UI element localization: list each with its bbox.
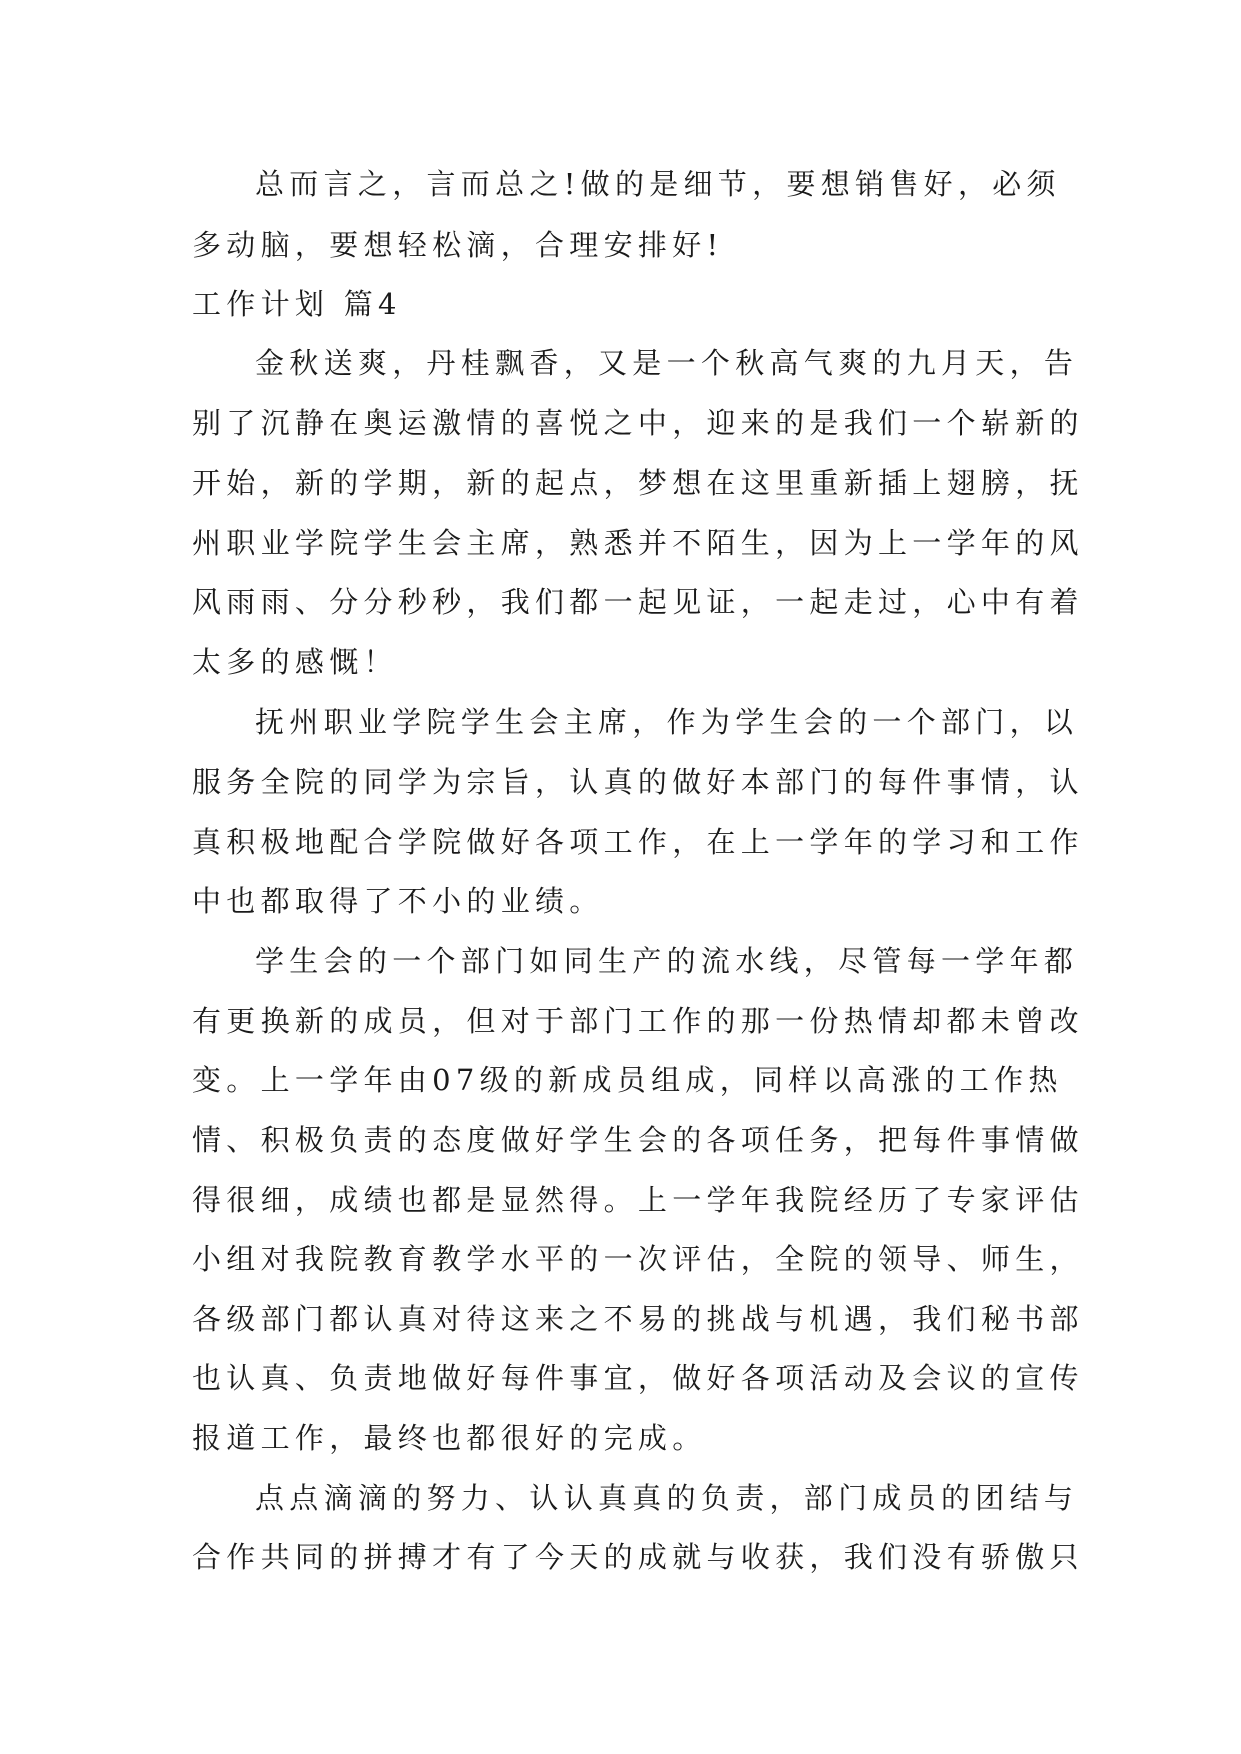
text-line: 中也都取得了不小的业绩。	[192, 884, 604, 918]
text-line: 得很细，成绩也都是显然得。上一学年我院经历了专家评估	[192, 1183, 1084, 1217]
text-line: 抚州职业学院学生会主席，作为学生会的一个部门，以	[255, 705, 1079, 739]
text-line: 点点滴滴的努力、认认真真的负责，部门成员的团结与	[255, 1481, 1079, 1515]
text-line: 服务全院的同学为宗旨，认真的做好本部门的每件事情，认	[192, 765, 1084, 799]
text-line: 各级部门都认真对待这来之不易的挑战与机遇，我们秘书部	[192, 1302, 1084, 1336]
text-line: 州职业学院学生会主席，熟悉并不陌生，因为上一学年的风	[192, 526, 1084, 560]
section-heading: 工作计划 篇4	[192, 287, 402, 321]
text-line: 小组对我院教育教学水平的一次评估，全院的领导、师生，	[192, 1242, 1084, 1276]
text-line: 别了沉静在奥运激情的喜悦之中，迎来的是我们一个崭新的	[192, 406, 1084, 440]
text-line: 情、积极负责的态度做好学生会的各项任务，把每件事情做	[192, 1123, 1084, 1157]
text-line: 风雨雨、分分秒秒，我们都一起见证，一起走过，心中有着	[192, 585, 1084, 619]
text-line: 报道工作，最终也都很好的完成。	[192, 1421, 707, 1455]
text-line: 学生会的一个部门如同生产的流水线，尽管每一学年都	[255, 944, 1079, 978]
text-line: 总而言之，言而总之!做的是细节，要想销售好，必须	[255, 167, 1061, 201]
text-line: 变。上一学年由07级的新成员组成，同样以高涨的工作热	[192, 1063, 1063, 1097]
text-line: 开始，新的学期，新的起点，梦想在这里重新插上翅膀，抚	[192, 466, 1084, 500]
text-line: 有更换新的成员，但对于部门工作的那一份热情却都未曾改	[192, 1004, 1084, 1038]
text-line: 合作共同的拼搏才有了今天的成就与收获，我们没有骄傲只	[192, 1540, 1084, 1574]
text-line: 真积极地配合学院做好各项工作，在上一学年的学习和工作	[192, 825, 1084, 859]
text-line: 多动脑，要想轻松滴，合理安排好!	[192, 228, 724, 262]
text-line: 太多的感慨！	[192, 645, 398, 679]
text-line: 也认真、负责地做好每件事宜，做好各项活动及会议的宣传	[192, 1361, 1084, 1395]
text-line: 金秋送爽，丹桂飘香，又是一个秋高气爽的九月天，告	[255, 346, 1079, 380]
